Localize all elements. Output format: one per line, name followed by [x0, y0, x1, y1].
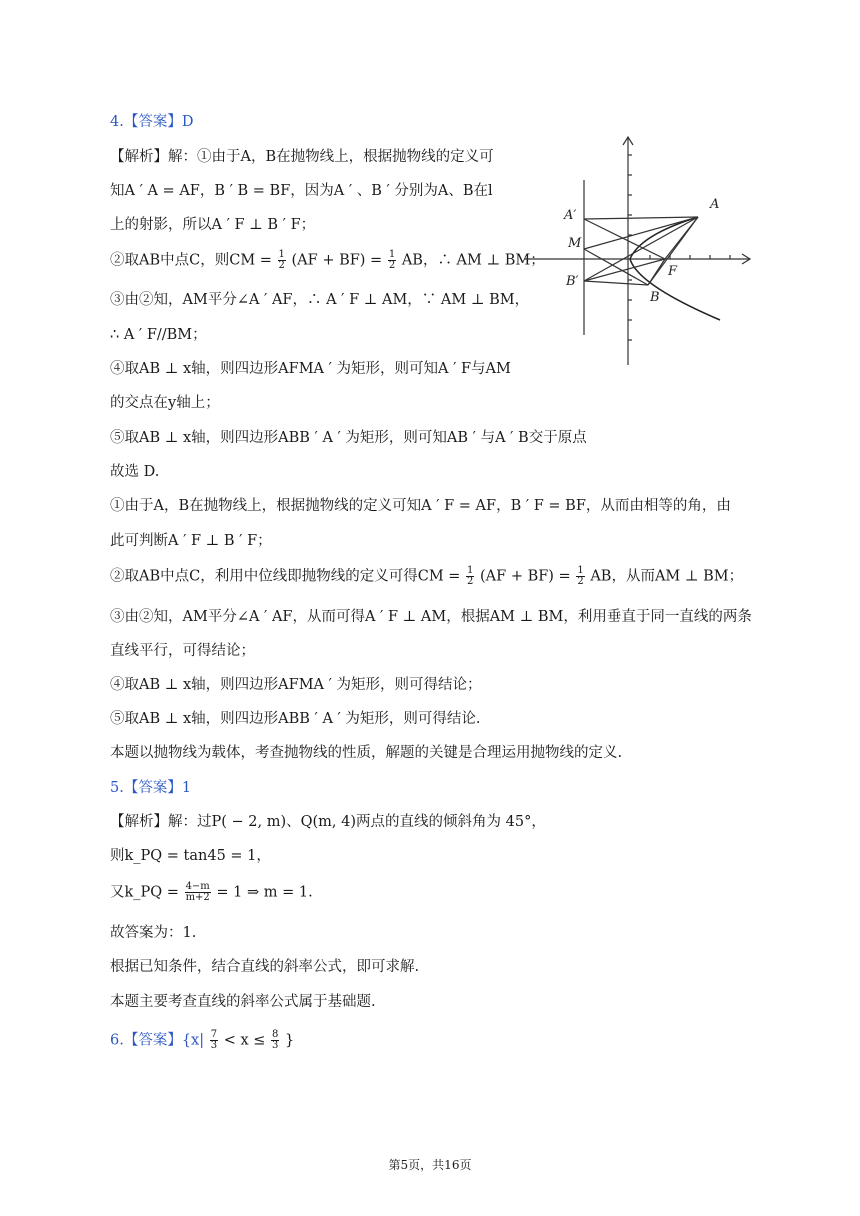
- text-segment: = 1 ⇒ m = 1.: [216, 884, 313, 901]
- q4-analysis-line-4: [110, 250, 545, 271]
- q4-analysis-line-3: 上的射影，所以A ′ F ⊥ B ′ F；: [110, 217, 316, 233]
- q4-analysis-line-1: 【解析】解：①由于A，B在抛物线上，根据抛物线的定义可: [110, 149, 494, 165]
- text-segment: ②取AB中点C，则CM =: [110, 252, 272, 269]
- fraction-slope: $\frac{4-m}{m+2}$: [185, 881, 210, 903]
- text-segment: (AF + BF) =: [480, 568, 571, 585]
- q4-analysis-line-5: ③由②知，AM平分∠A ′ AF，∴ A ′ F ⊥ AM，∵ AM ⊥ BM，: [110, 292, 530, 308]
- text-segment: (AF + BF) =: [291, 252, 383, 269]
- q4-answer-heading: 4.【答案】D: [110, 114, 194, 130]
- q4-explain-line-5: 直线平行，可得结论；: [110, 643, 255, 659]
- q4-analysis-line-7: ④取AB ⊥ x轴，则四边形AFMA ′ 为矩形，则可知A ′ F与AM: [110, 361, 511, 377]
- fraction-half: $\frac{1}{2}$: [388, 249, 396, 271]
- label-b-prime: B′: [566, 274, 579, 289]
- q4-analysis-line-2: 知A ′ A = AF，B ′ B = BF，因为A ′ 、B ′ 分别为A、B在l: [110, 183, 493, 199]
- text-segment: < x ≤: [223, 1032, 266, 1049]
- q4-explain-line-3: [110, 566, 743, 587]
- q5-analysis-line-1: 【解析】解：过P( − 2, m)、Q(m, 4)两点的直线的倾斜角为 45°，: [110, 814, 546, 830]
- q4-analysis-line-6: ∴ A ′ F//BM；: [110, 327, 207, 343]
- q4-explain-line-6: ④取AB ⊥ x轴，则四边形AFMA ′ 为矩形，则可得结论；: [110, 677, 482, 693]
- text-segment: AB，∴ AM ⊥ BM；: [401, 252, 545, 269]
- fraction-half: $\frac{1}{2}$: [577, 565, 584, 587]
- q4-choice-line: 故选 D.: [110, 464, 160, 480]
- q4-analysis-line-8: 的交点在y轴上；: [110, 395, 220, 411]
- fraction-seven-thirds: $\frac{7}{3}$: [210, 1029, 218, 1051]
- label-a-prime: A′: [564, 208, 577, 223]
- q4-summary-line: 本题以抛物线为载体，考查抛物线的性质，解题的关键是合理运用抛物线的定义.: [110, 745, 623, 761]
- segment-m-b: [584, 249, 648, 285]
- q5-summary-line: 本题主要考查直线的斜率公式属于基础题.: [110, 994, 376, 1010]
- q5-analysis-line-3: [110, 882, 313, 903]
- text-segment: AB，从而AM ⊥ BM；: [590, 568, 744, 585]
- fraction-half: $\frac{1}{2}$: [467, 565, 474, 587]
- text-segment: }: [285, 1032, 295, 1049]
- fraction-eight-thirds: $\frac{8}{3}$: [272, 1029, 279, 1051]
- q6-answer-heading: [110, 1030, 294, 1051]
- q4-explain-line-2: 此可判断A ′ F ⊥ B ′ F；: [110, 533, 272, 549]
- label-a: A: [710, 197, 720, 212]
- label-f: F: [668, 264, 678, 279]
- q4-explain-line-7: ⑤取AB ⊥ x轴，则四边形ABB ′ A ′ 为矩形，则可得结论.: [110, 711, 481, 727]
- q5-analysis-line-2: 则k_PQ = tan45 = 1，: [110, 848, 271, 864]
- q5-answer-heading: 5.【答案】1: [110, 780, 192, 796]
- q4-analysis-line-9: ⑤取AB ⊥ x轴，则四边形ABB ′ A ′ 为矩形，则可知AB ′ 与A ′ B交于原点: [110, 430, 587, 446]
- parabola-diagram: [520, 135, 760, 370]
- q4-explain-line-1: ①由于A，B在抛物线上，根据抛物线的定义可知A ′ F = AF，B ′ F = BF，从而由相等的角，由: [110, 498, 731, 514]
- label-b: B: [650, 290, 660, 305]
- q5-method-line: 根据已知条件，结合直线的斜率公式，即可求解.: [110, 959, 420, 975]
- text-segment: ②取AB中点C，利用中位线即抛物线的定义可得CM =: [110, 568, 461, 585]
- segment-a-prime-f: [584, 219, 665, 259]
- segment-a-prime-a: [584, 217, 698, 219]
- text-segment: 又k_PQ =: [110, 884, 179, 901]
- segment-b-prime-b: [584, 281, 648, 285]
- q5-answer-line: 故答案为：1.: [110, 925, 197, 941]
- text-segment: 6.【答案】{x|: [110, 1032, 205, 1049]
- fraction-half: $\frac{1}{2}$: [278, 249, 285, 271]
- q4-explain-line-4: ③由②知，AM平分∠A ′ AF，从而可得A ′ F ⊥ AM，根据AM ⊥ BM，利用垂直于同一直线的两条: [110, 609, 752, 625]
- segment-a-b-prime: [584, 217, 698, 281]
- page-footer: 第5页，共16页: [388, 1158, 472, 1172]
- label-m: M: [568, 236, 582, 251]
